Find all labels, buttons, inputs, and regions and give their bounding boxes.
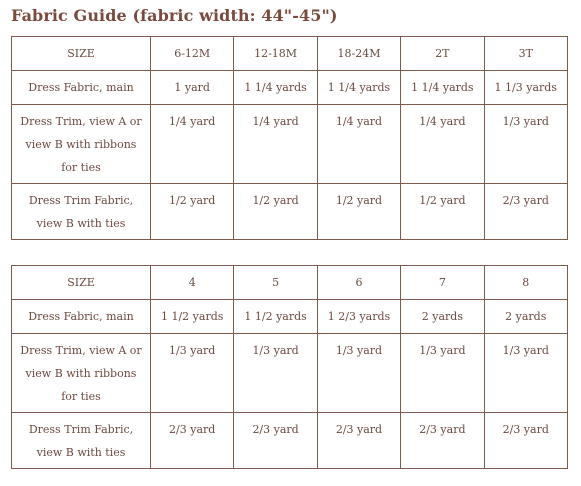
table-row bbox=[12, 105, 568, 184]
yardage-cell: 1/3 yard bbox=[151, 334, 234, 413]
row-label: Dress Fabric, main bbox=[12, 71, 151, 105]
yardage-cell: 1 1/2 yards bbox=[151, 300, 234, 334]
size-column-header: 8 bbox=[484, 266, 567, 300]
fabric-table-toddler-sizes bbox=[11, 36, 568, 240]
yardage-cell: 2/3 yard bbox=[317, 413, 400, 469]
row-label: Dress Trim, view A or view B with ribbons for ties bbox=[12, 334, 151, 413]
yardage-cell: 1/4 yard bbox=[234, 105, 317, 184]
table-row bbox=[12, 413, 568, 469]
row-label: Dress Trim, view A or view B with ribbons for ties bbox=[12, 105, 151, 184]
yardage-cell: 1/3 yard bbox=[234, 334, 317, 413]
size-column-header: 5 bbox=[234, 266, 317, 300]
table-header-row bbox=[12, 37, 568, 71]
yardage-cell: 2/3 yard bbox=[151, 413, 234, 469]
fabric-table-child-sizes bbox=[11, 265, 568, 469]
yardage-cell: 2/3 yard bbox=[484, 413, 567, 469]
page-title: Fabric Guide (fabric width: 44"-45") bbox=[11, 6, 338, 25]
yardage-cell: 1 1/4 yards bbox=[317, 71, 400, 105]
yardage-cell: 1 1/3 yards bbox=[484, 71, 567, 105]
yardage-cell: 1/2 yard bbox=[151, 184, 234, 240]
table-row bbox=[12, 334, 568, 413]
row-label: Dress Trim Fabric, view B with ties bbox=[12, 413, 151, 469]
yardage-cell: 1/4 yard bbox=[151, 105, 234, 184]
yardage-cell: 2 yards bbox=[401, 300, 484, 334]
yardage-cell: 1 1/4 yards bbox=[401, 71, 484, 105]
yardage-cell: 1/2 yard bbox=[234, 184, 317, 240]
row-label: Dress Trim Fabric, view B with ties bbox=[12, 184, 151, 240]
table-row bbox=[12, 184, 568, 240]
yardage-cell: 2/3 yard bbox=[234, 413, 317, 469]
yardage-cell: 1 1/4 yards bbox=[234, 71, 317, 105]
yardage-cell: 1 2/3 yards bbox=[317, 300, 400, 334]
size-column-header: 2T bbox=[401, 37, 484, 71]
size-column-header: 12-18M bbox=[234, 37, 317, 71]
yardage-cell: 1/3 yard bbox=[484, 105, 567, 184]
row-label: Dress Fabric, main bbox=[12, 300, 151, 334]
table-header-row bbox=[12, 266, 568, 300]
yardage-cell: 2/3 yard bbox=[401, 413, 484, 469]
size-header-cell: SIZE bbox=[12, 37, 151, 71]
table-row bbox=[12, 300, 568, 334]
table-row bbox=[12, 71, 568, 105]
size-column-header: 3T bbox=[484, 37, 567, 71]
yardage-cell: 1/4 yard bbox=[317, 105, 400, 184]
size-header-cell: SIZE bbox=[12, 266, 151, 300]
size-column-header: 4 bbox=[151, 266, 234, 300]
yardage-cell: 2/3 yard bbox=[484, 184, 567, 240]
size-column-header: 6-12M bbox=[151, 37, 234, 71]
yardage-cell: 1 1/2 yards bbox=[234, 300, 317, 334]
size-column-header: 18-24M bbox=[317, 37, 400, 71]
yardage-cell: 1 yard bbox=[151, 71, 234, 105]
yardage-cell: 1/2 yard bbox=[401, 184, 484, 240]
yardage-cell: 1/2 yard bbox=[317, 184, 400, 240]
yardage-cell: 1/3 yard bbox=[401, 334, 484, 413]
size-column-header: 6 bbox=[317, 266, 400, 300]
yardage-cell: 1/3 yard bbox=[317, 334, 400, 413]
yardage-cell: 2 yards bbox=[484, 300, 567, 334]
size-column-header: 7 bbox=[401, 266, 484, 300]
yardage-cell: 1/3 yard bbox=[484, 334, 567, 413]
yardage-cell: 1/4 yard bbox=[401, 105, 484, 184]
